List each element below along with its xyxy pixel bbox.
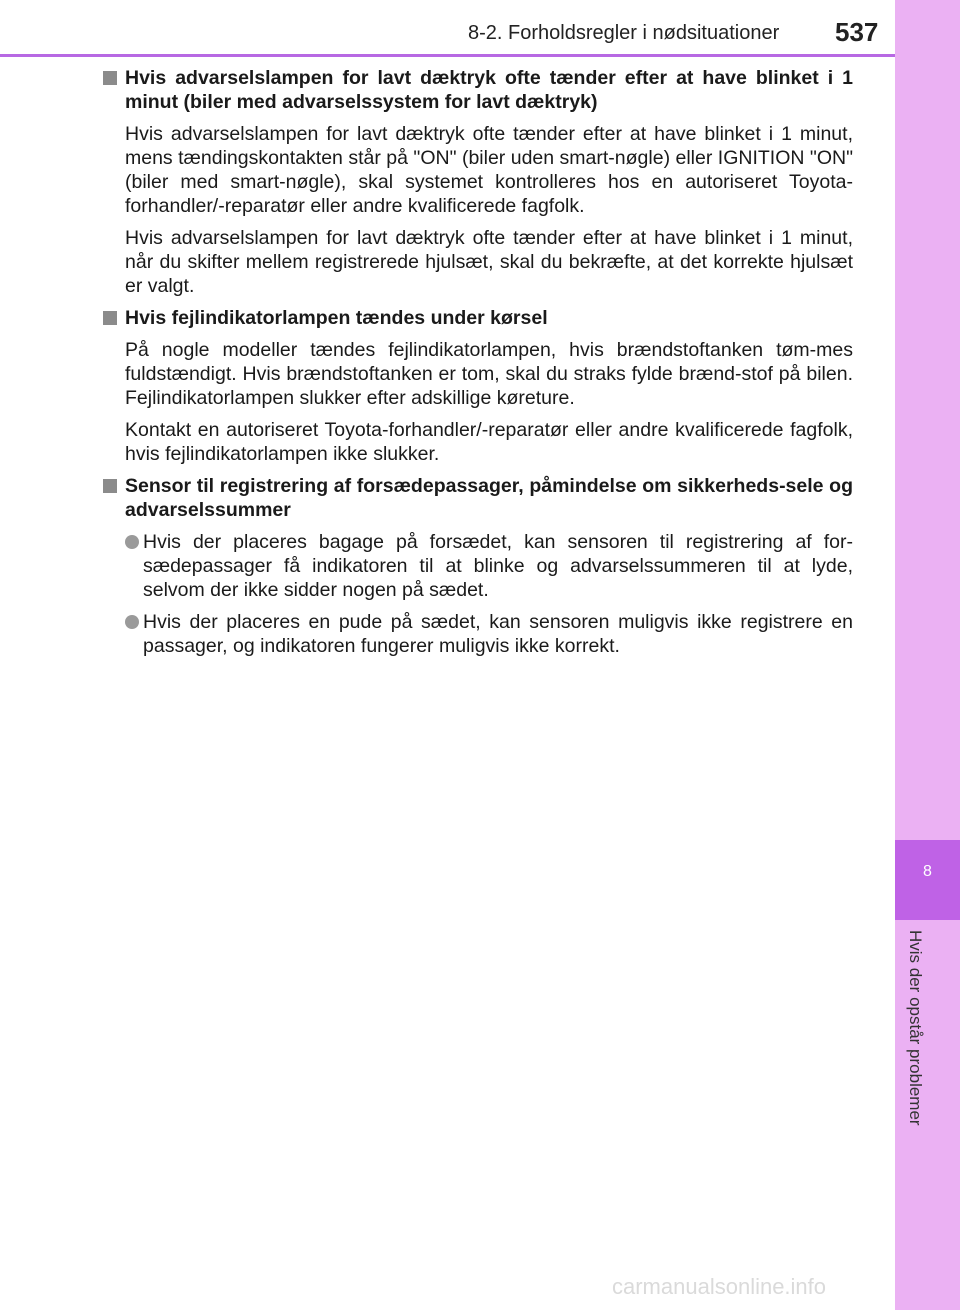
square-bullet-icon [103,71,117,85]
heading-text: Hvis advarselslampen for lavt dæktryk ofte tænder efter at have blinket i 1 minut (biler med advarselssystem for lavt dæktryk) [125,67,853,113]
square-bullet-icon [103,479,117,493]
circle-bullet-icon [125,535,139,549]
chapter-number: 8 [923,863,932,880]
paragraph: På nogle modeller tændes fejlindikatorlampen, hvis brændstoftanken tøm-mes fuldstændigt. Hvis brændstoftanken er tom, skal du straks fylde brænd-stof på bilen. Fejlindikatorlampen slukker efter adskillige køreture. [125,339,853,409]
circle-bullet-icon [125,615,139,629]
list-item [125,610,853,658]
paragraph: Hvis advarselslampen for lavt dæktryk ofte tænder efter at have blinket i 1 minut, mens tændingskontakten står på "ON" (biler uden smart-nøgle) eller IGNITION "ON" (biler med smart-nøgle), skal systemet kontrolleres hos en autoriseret Toyota-forhandler/-reparatør eller andre kvalificerede fagfolk. [125,123,853,217]
list-item [125,530,853,602]
list-item-text: Hvis der placeres en pude på sædet, kan sensoren muligvis ikke registrere en passager, og indikatoren fungerer muligvis ikke korrekt. [143,611,853,657]
section-title: 8-2. Forholdsregler i nødsituationer [468,22,780,44]
heading-text: Sensor til registrering af forsædepassager, påmindelse om sikkerheds-sele og advarselssummer [125,475,853,521]
section-heading [103,66,853,114]
watermark: carmanualsonline.info [612,1274,827,1299]
heading-text: Hvis fejlindikatorlampen tændes under kørsel [125,307,548,329]
header-divider [0,54,895,57]
paragraph: Hvis advarselslampen for lavt dæktryk ofte tænder efter at have blinket i 1 minut, når du skifter mellem registrerede hjulsæt, skal du bekræfte, at det korrekte hjulsæt er valgt. [125,227,853,297]
paragraph: Kontakt en autoriseret Toyota-forhandler/-reparatør eller andre kvalificerede fagfolk, hvis fejlindikatorlampen ikke slukker. [125,419,853,465]
section-heading [103,306,853,330]
square-bullet-icon [103,311,117,325]
list-item-text: Hvis der placeres bagage på forsædet, kan sensoren til registrering af for-sædepassager få indikatoren til at blinke og advarselssummeren til at lyde, selvom der ikke sidder nogen på sædet. [143,531,853,601]
page-content [103,66,853,666]
page-number: 537 [835,17,879,47]
section-heading [103,474,853,522]
chapter-title: Hvis der opstår problemer [906,930,925,1126]
